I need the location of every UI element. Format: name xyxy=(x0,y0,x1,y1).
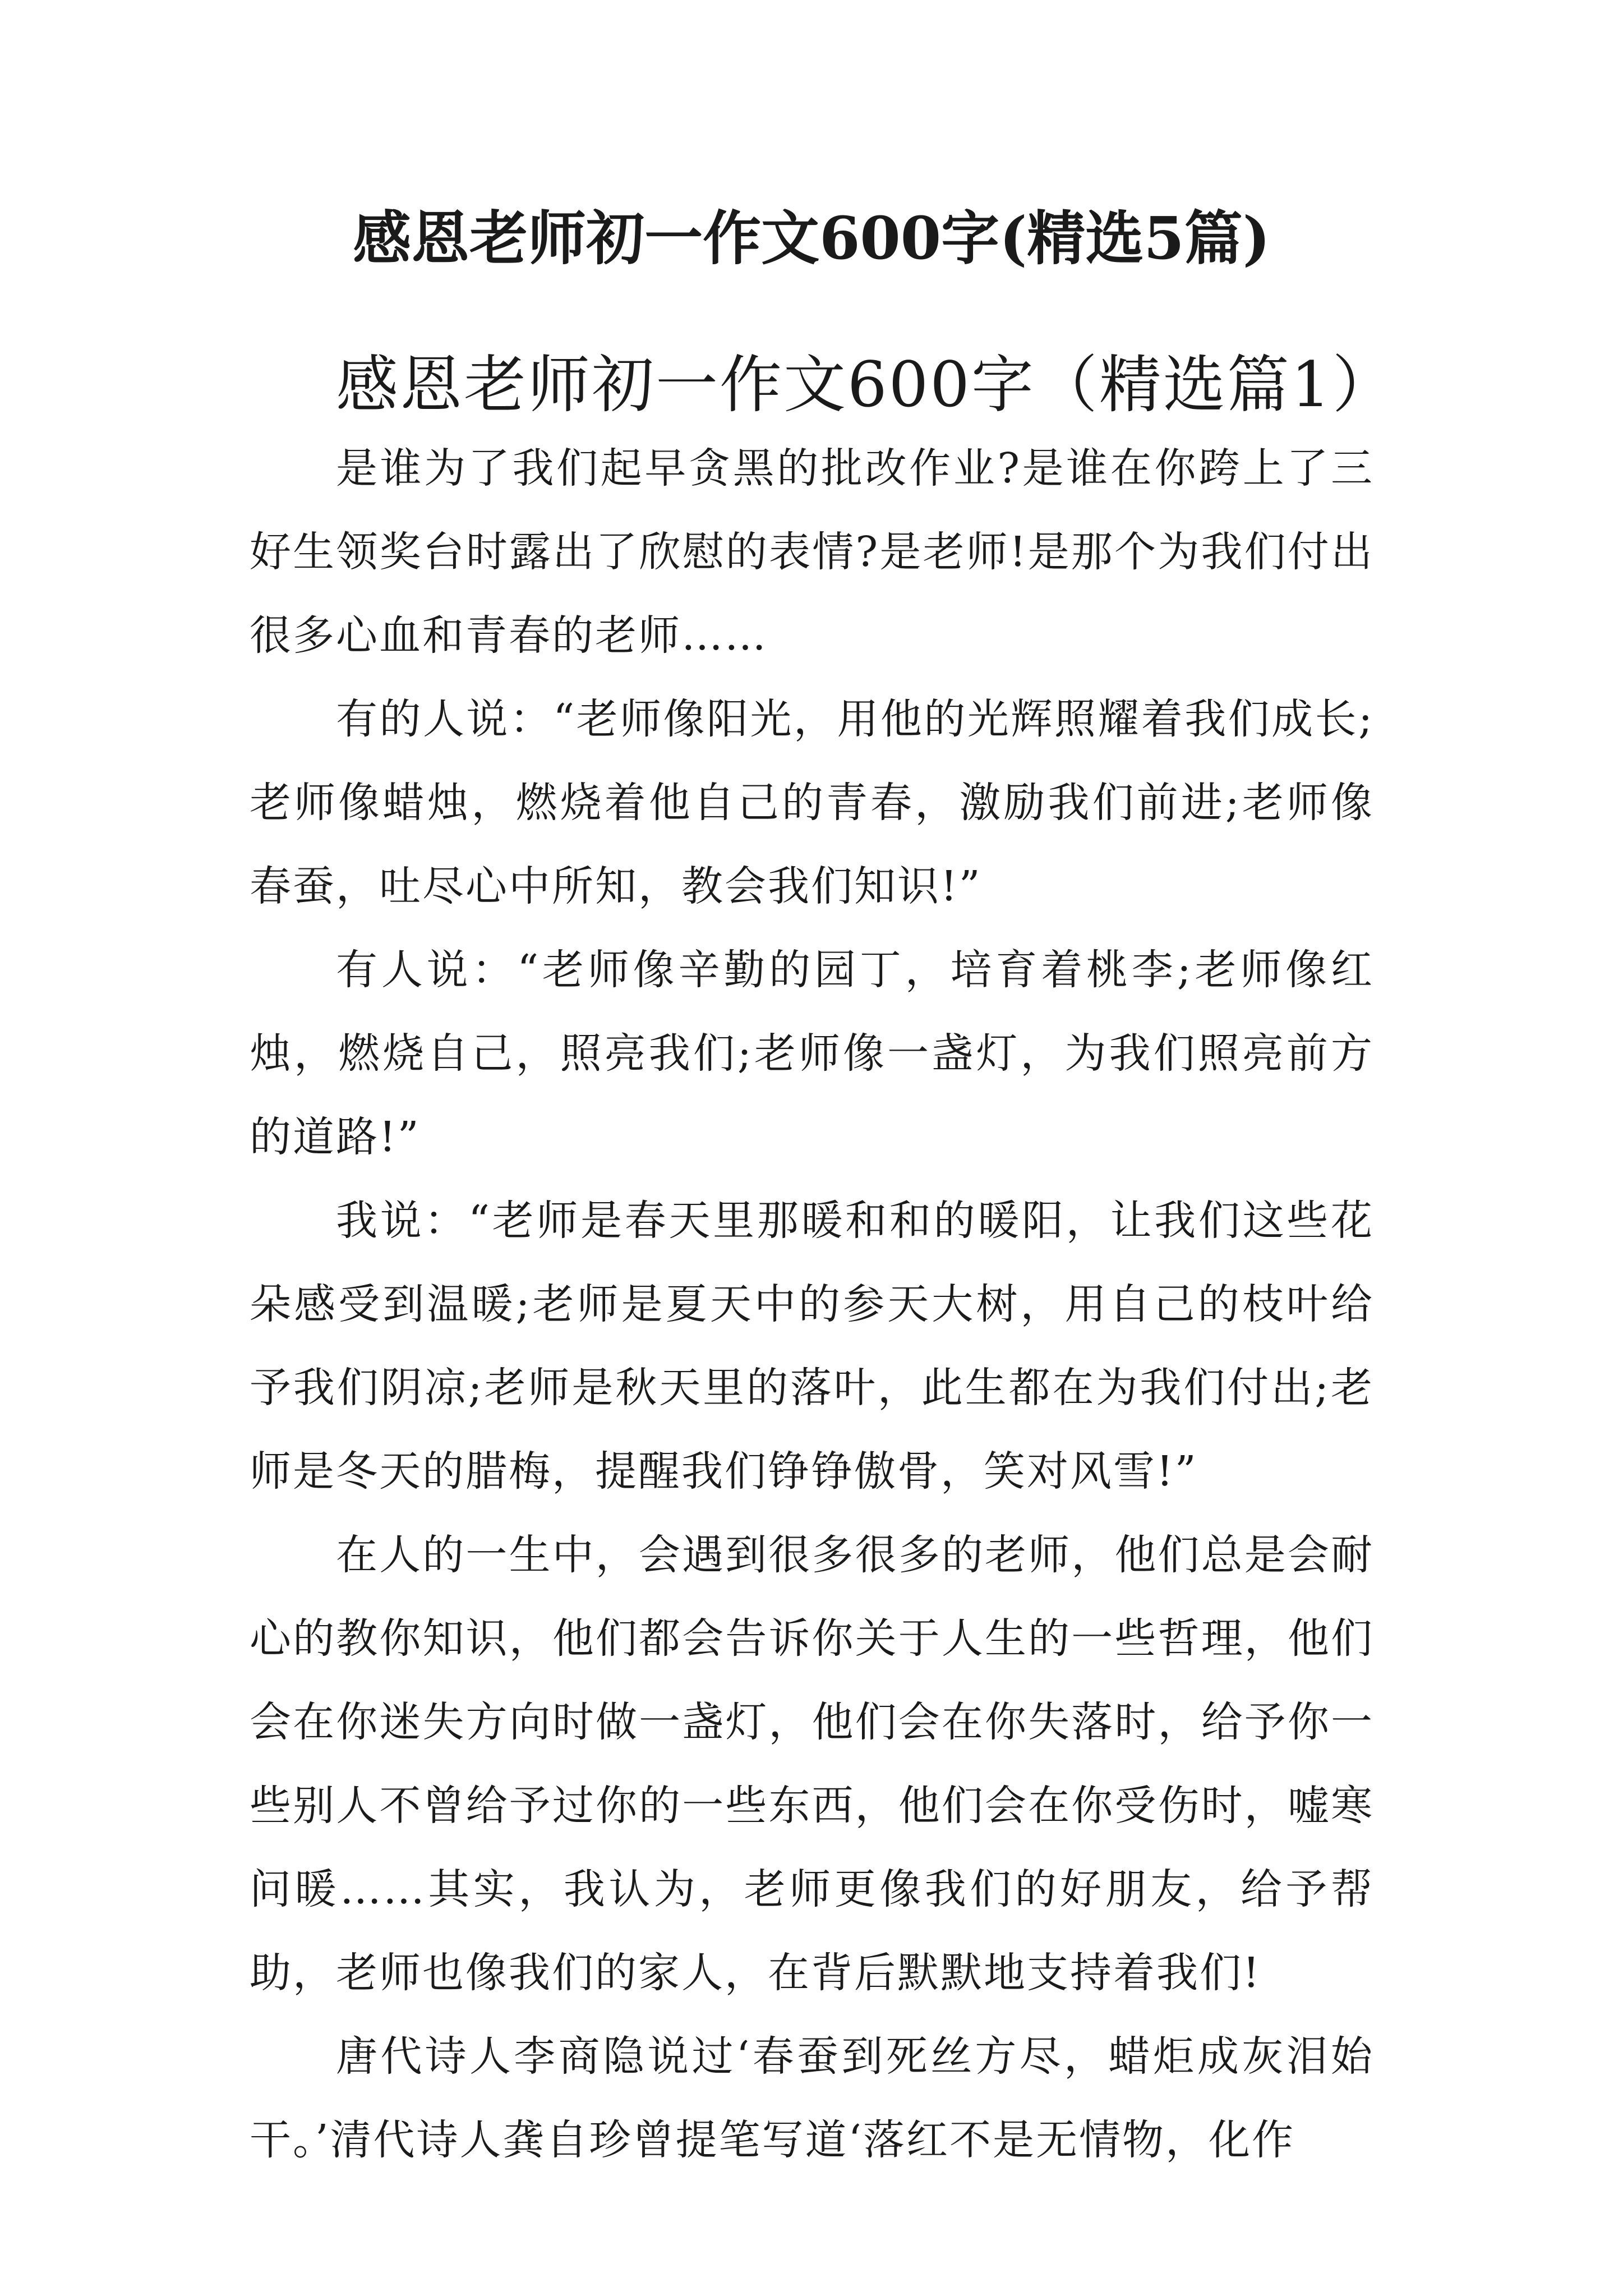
section-heading: 感恩老师初一作文600字（精选篇1） xyxy=(336,349,1396,421)
paragraph-3: 有人说：“老师像辛勤的园丁，培育着桃李;老师像红烛，燃烧自己，照亮我们;老师像一盏灯，为我们照亮前方的道路!” xyxy=(250,946,1374,1161)
paragraph-6: 唐代诗人李商隐说过‘春蚕到死丝方尽，蜡炬成灰泪始干。’清代诗人龚自珍曾提笔写道‘落红不是无情物，化作 xyxy=(250,2032,1374,2164)
paragraph-1: 是谁为了我们起早贪黑的批改作业?是谁在你跨上了三好生领奖台时露出了欣慰的表情?是老师!是那个为我们付出很多心血和青春的老师…… xyxy=(250,444,1374,660)
document-body xyxy=(250,343,1396,2182)
paragraph-5: 在人的一生中，会遇到很多很多的老师，他们总是会耐心的教你知识，他们都会告诉你关于人生的一些哲理，他们会在你迷失方向时做一盏灯，他们会在你失落时，给予你一些别人不曾给予过你的一些东西，他们会在你受伤时，嘘寒问暖……其实，我认为，老师更像我们的好朋友，给予帮助，老师也像我们的家人，在背后默默地支持着我们! xyxy=(250,1531,1374,1997)
paragraph-4: 我说：“老师是春天里那暖和和的暖阳，让我们这些花朵感受到温暖;老师是夏天中的参天大树，用自己的枝叶给予我们阴凉;老师是秋天里的落叶，此生都在为我们付出;老师是冬天的腊梅，提醒我们铮铮傲骨，笑对风雪!” xyxy=(250,1197,1374,1496)
paragraph-2: 有的人说：“老师像阳光，用他的光辉照耀着我们成长;老师像蜡烛，燃烧着他自己的青春，激励我们前进;老师像春蚕，吐尽心中所知，教会我们知识!” xyxy=(250,695,1374,910)
document-title: 感恩老师初一作文600字(精选5篇) xyxy=(353,204,1270,273)
